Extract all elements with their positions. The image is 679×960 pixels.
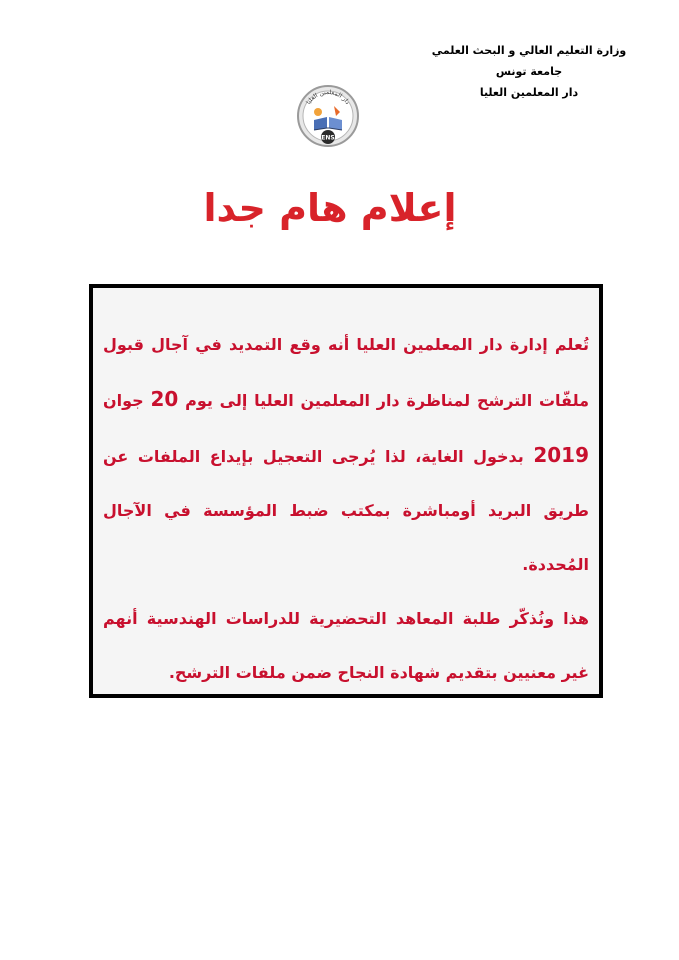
notice-paragraph-reminder: هذا ونُذكّر طلبة المعاهد التحضيرية للدراسات الهندسية أنهم غير معنيين بتقديم شهادة النجاح ضمن ملفات الترشح.	[103, 609, 589, 682]
notice-text-segment: جوان	[103, 391, 151, 410]
ens-logo	[296, 84, 360, 148]
institution-header	[419, 40, 639, 103]
page-title: إعلام هام جدا	[203, 186, 457, 230]
notice-text-segment: بدخول الغاية، لذا يُرجى التعجيل بإيداع الملفات عن طريق البريد أومباشرة بمكتب ضبط المؤسسة في الآجال المُحددة.	[103, 447, 589, 574]
university-name: جامعة تونس	[495, 65, 563, 78]
logo-ring-text: دار المعلمين العليا	[304, 88, 351, 106]
school-name: دار المعلمين العليا	[479, 86, 579, 99]
logo-badge-text: ENS	[321, 134, 335, 142]
notice-body	[103, 318, 589, 700]
notice-text-segment: تُعلم إدارة دار المعلمين العليا أنه وقع التمديد في آجال قبول ملفّات الترشح لمناظرة دار المعلمين العليا إلى يوم	[103, 335, 590, 410]
notice-box	[89, 284, 603, 698]
ministry-name: وزارة التعليم العالي و البحث العلمي	[431, 44, 627, 57]
notice-paragraph	[103, 318, 589, 592]
deadline-day: 20	[150, 387, 179, 411]
deadline-year: 2019	[533, 443, 589, 467]
